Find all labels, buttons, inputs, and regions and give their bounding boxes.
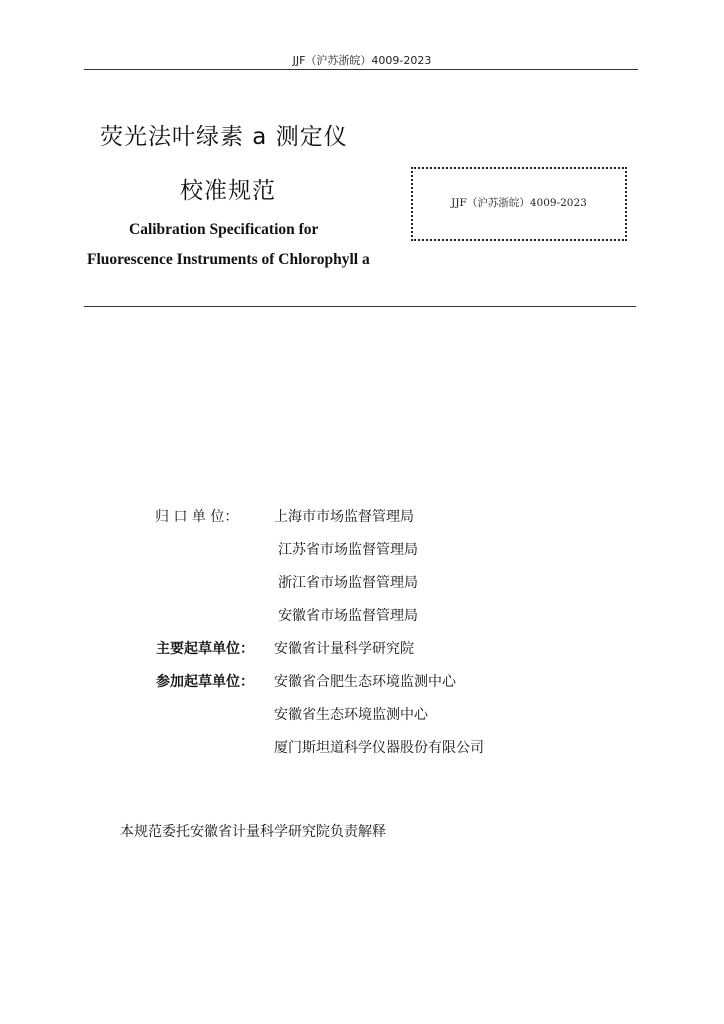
title-divider: [84, 306, 636, 307]
title-english-line-2: Fluorescence Instruments of Chlorophyll a: [87, 251, 370, 268]
title-chinese-line-2: 校准规范: [180, 178, 276, 204]
header-divider: [84, 69, 638, 70]
admin-unit-label: 归 口 单 位：: [155, 509, 239, 525]
interpretation-note: 本规范委托安徽省计量科学研究院负责解释: [120, 824, 386, 840]
main-drafter-label: 主要起草单位：: [156, 641, 254, 657]
header-standard-code: JJF（沪苏浙皖）4009-2023: [292, 54, 432, 67]
admin-org-3: 浙江省市场监督管理局: [278, 575, 418, 591]
participant-org-2: 安徽省生态环境监测中心: [274, 707, 428, 723]
admin-org-1: 上海市市场监督管理局: [274, 509, 414, 525]
title-english-line-1: Calibration Specification for: [129, 221, 319, 238]
standard-code-box: [411, 167, 627, 241]
admin-org-2: 江苏省市场监督管理局: [278, 542, 418, 558]
participant-label: 参加起草单位：: [156, 674, 254, 690]
admin-org-4: 安徽省市场监督管理局: [278, 608, 418, 624]
main-drafter-org-1: 安徽省计量科学研究院: [274, 641, 414, 657]
title-chinese-line-1: 荧光法叶绿素 a 测定仪: [100, 124, 348, 150]
participant-org-3: 厦门斯坦道科学仪器股份有限公司: [274, 740, 484, 756]
standard-code-box-text: JJF（沪苏浙皖）4009-2023: [451, 197, 587, 209]
participant-org-1: 安徽省合肥生态环境监测中心: [274, 674, 456, 690]
